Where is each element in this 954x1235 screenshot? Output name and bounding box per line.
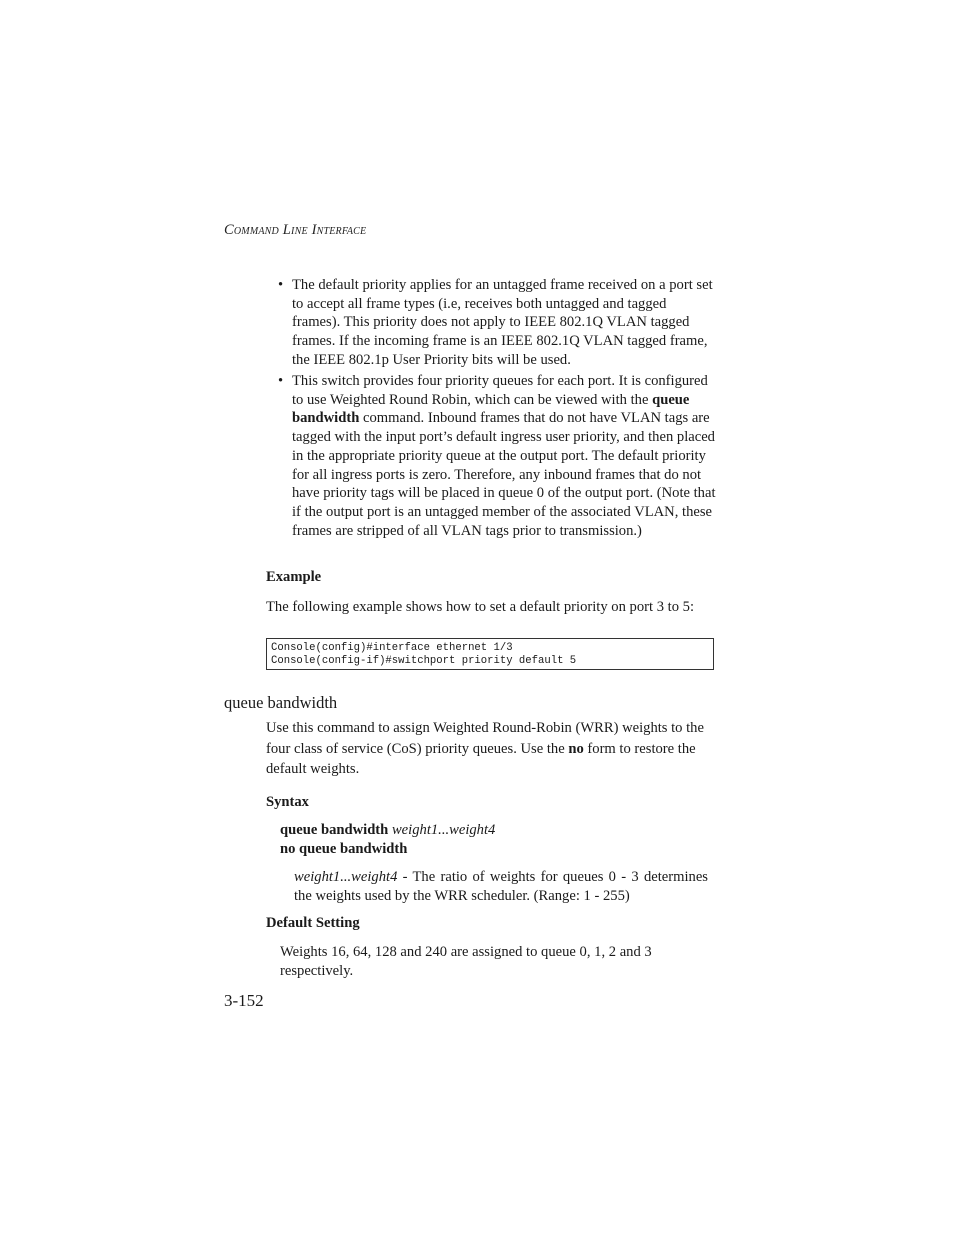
default-setting-heading: Default Setting xyxy=(266,915,360,931)
default-setting-text: Weights 16, 64, 128 and 240 are assigned to queue 0, 1, 2 and 3 respectively. xyxy=(280,944,652,979)
syntax-heading: Syntax xyxy=(266,794,309,810)
description-post: form to restore the default weights. xyxy=(266,740,696,777)
no-keyword: no xyxy=(568,740,584,757)
bullet-icon: • xyxy=(278,373,284,390)
section-title: queue bandwidth xyxy=(224,693,338,712)
list-item xyxy=(278,372,718,540)
description-pre: Use this command to assign Weighted Round-Robin (WRR) weights to the four class of service (CoS) priority queues. Use the xyxy=(266,720,704,757)
syntax-arguments: weight1...weight4 xyxy=(391,822,496,838)
running-header: Command Line Interface xyxy=(224,222,367,238)
bullet-text: The default priority applies for an untagged frame received on a port set to accept all frame types (i.e, receives both untagged and tagged frames). This priority does not apply to IEEE 802.1Q VLAN tagged frames. If the incoming frame is an IEEE 802.1Q VLAN tagged frame, the IEEE 802.1p User Priority bits will be used. xyxy=(292,277,713,368)
bullet-text-post: command. Inbound frames that do not have VLAN tags are tagged with the input port’s default ingress user priority, and then placed in the appropriate priority queue at the output port. The default priority for all ingress ports is zero. Therefore, any inbound frames that do not have priority tags will be placed in queue 0 of the output port. (Note that if the output port is an untagged member of the associated VLAN, these frames are stripped of all VLAN tags prior to transmission.) xyxy=(292,410,716,539)
syntax-no-command: no queue bandwidth xyxy=(280,841,408,857)
parameter-name: weight1...weight4 xyxy=(294,869,398,885)
bullet-text-pre: This switch provides four priority queues for each port. It is configured to use Weighted Round Robin, which can be viewed with the xyxy=(292,373,708,408)
list-item xyxy=(278,276,718,370)
code-line: Console(config-if)#switchport priority default 5 xyxy=(271,654,577,667)
command-reference: queue bandwidth xyxy=(292,391,690,427)
code-block xyxy=(266,638,714,670)
syntax-command xyxy=(280,821,495,840)
command-description xyxy=(266,718,716,780)
example-intro: The following example shows how to set a default priority on port 3 to 5: xyxy=(266,599,695,615)
bullet-icon: • xyxy=(278,277,284,293)
page-number: 3-152 xyxy=(224,991,264,1010)
parameter-text: - The ratio of weights for queues 0 - 3 determines the weights used by the WRR scheduler. (Range: 1 - 255) xyxy=(294,869,708,904)
parameter-description xyxy=(294,868,708,906)
example-heading: Example xyxy=(266,569,322,585)
bullet-list xyxy=(278,276,718,543)
syntax-command-name: queue bandwidth xyxy=(280,822,389,838)
code-line: Console(config)#interface ethernet 1/3 xyxy=(271,642,513,654)
